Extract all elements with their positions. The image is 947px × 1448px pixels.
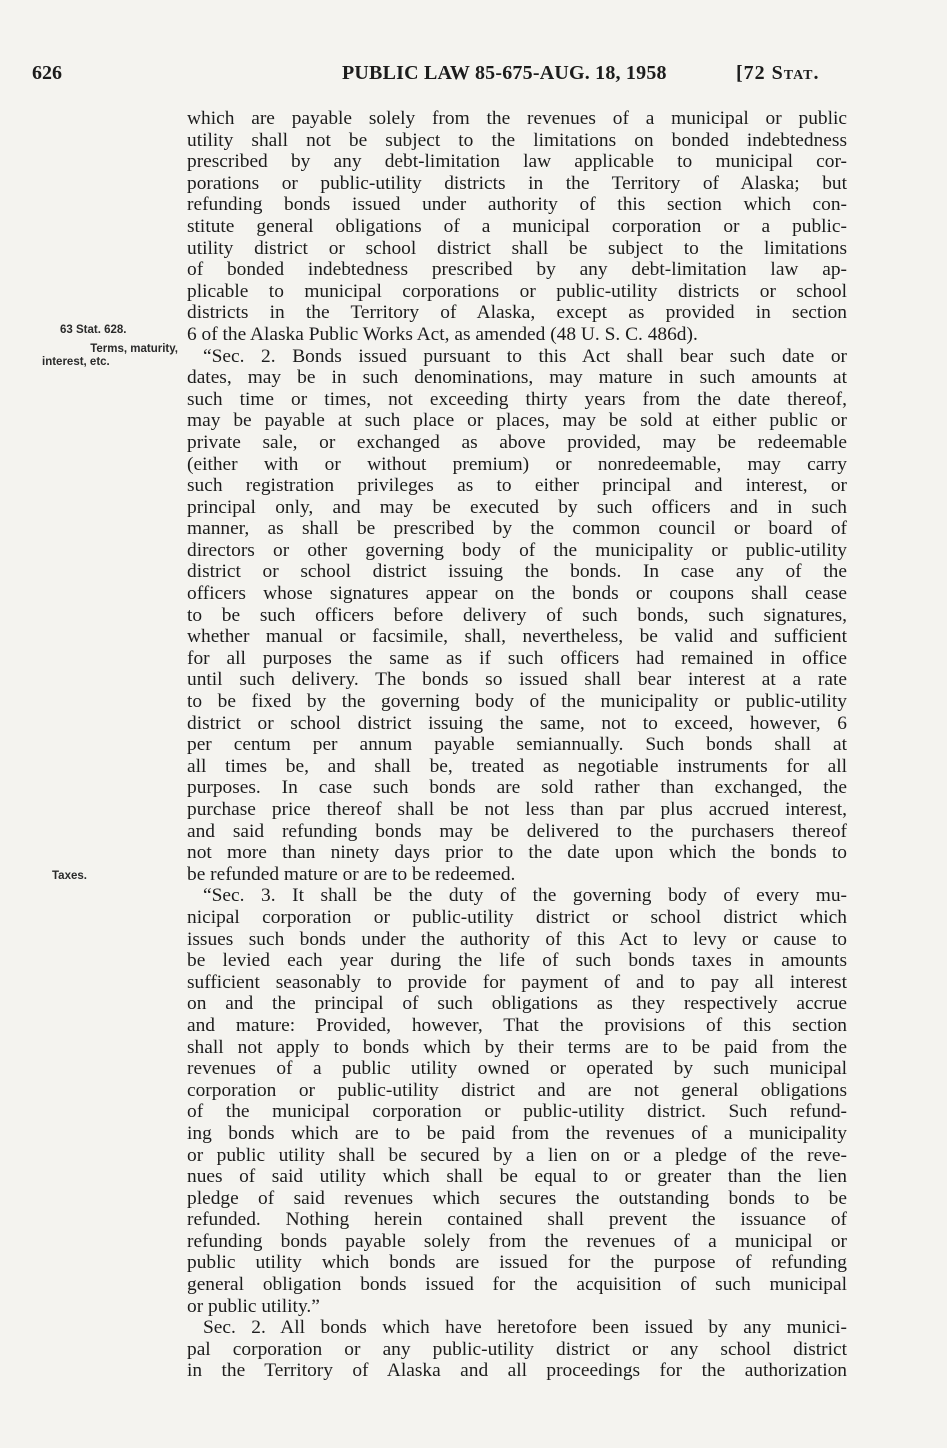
text-line: stitute general obligations of a municipal corporation or a public-	[187, 215, 847, 237]
text-line: may be payable at such place or places, may be sold at either public or	[187, 410, 847, 432]
text-line: utility shall not be subject to the limitations on bonded indebtedness	[187, 129, 847, 151]
text-line: to be such officers before delivery of such bonds, such signatures,	[187, 604, 847, 626]
margin-note-stat-628	[60, 324, 178, 337]
text-line: pledge of said revenues which secures the outstanding bonds to be	[187, 1187, 847, 1209]
text-line: such registration privileges as to either principal and interest, or	[187, 475, 847, 497]
margin-note-stat-628-text: 63 Stat. 628.	[60, 324, 127, 336]
text-line: of the municipal corporation or public-utility district. Such refund-	[187, 1101, 847, 1123]
text-line: public utility which bonds are issued for the purpose of refunding	[187, 1252, 847, 1274]
margin-note-taxes-text: Taxes.	[52, 870, 87, 882]
text-line: nicipal corporation or public-utility district or school district which	[187, 906, 847, 928]
text-line: in the Territory of Alaska and all proceedings for the authorization	[187, 1360, 847, 1382]
text-line: (either with or without premium) or nonredeemable, may carry	[187, 453, 847, 475]
text-line: “Sec. 2. Bonds issued pursuant to this Act shall bear such date or	[203, 345, 847, 367]
text-line: pal corporation or any public-utility district or any school district	[187, 1338, 847, 1360]
text-line: refunding bonds issued under authority of this section which con-	[187, 194, 847, 216]
running-title: PUBLIC LAW 85-675-AUG. 18, 1958	[342, 62, 667, 84]
text-line: refunded. Nothing herein contained shall prevent the issuance of	[187, 1209, 847, 1231]
text-line: per centum per annum payable semiannually. Such bonds shall at	[187, 734, 847, 756]
text-line: until such delivery. The bonds so issued shall bear interest at a rate	[187, 669, 847, 691]
text-line: prescribed by any debt-limitation law applicable to municipal cor-	[187, 151, 847, 173]
text-line: Sec. 2. All bonds which have heretofore been issued by any munici-	[203, 1317, 847, 1339]
text-line: nues of said utility which shall be equal to or greater than the lien	[187, 1166, 847, 1188]
margin-note-terms-line-2: interest, etc.	[42, 356, 110, 368]
text-line: district or school district issuing the same, not to exceed, however, 6	[187, 712, 847, 734]
body-text	[187, 108, 847, 1382]
text-line: of bonded indebtedness prescribed by any debt-limitation law ap-	[187, 259, 847, 281]
text-line: for all purposes the same as if such officers had remained in office	[187, 647, 847, 669]
text-line: utility district or school district shall be subject to the limitations	[187, 237, 847, 259]
text-line: general obligation bonds issued for the acquisition of such municipal	[187, 1274, 847, 1296]
text-line: directors or other governing body of the municipality or public-utility	[187, 539, 847, 561]
text-line: revenues of a public utility owned or operated by such municipal	[187, 1058, 847, 1080]
text-line: purchase price thereof shall be not less than par plus accrued interest,	[187, 799, 847, 820]
text-line: districts in the Territory of Alaska, except as provided in section	[187, 302, 847, 324]
text-line: porations or public-utility districts in the Territory of Alaska; but	[187, 172, 847, 194]
text-line: sufficient seasonably to provide for payment of and to pay all interest	[187, 971, 847, 993]
text-line: on and the principal of such obligations as they respectively accrue	[187, 993, 847, 1015]
text-line: shall not apply to bonds which by their terms are to be paid from the	[187, 1036, 847, 1058]
text-line: principal only, and may be executed by such officers and in such	[187, 496, 847, 518]
text-line: officers whose signatures appear on the bonds or coupons shall cease	[187, 583, 847, 605]
text-line: whether manual or facsimile, shall, nevertheless, be valid and sufficient	[187, 626, 847, 648]
text-line: all times be, and shall be, treated as negotiable instruments for all	[187, 755, 847, 777]
text-line: and mature: Provided, however, That the provisions of this section	[187, 1014, 847, 1036]
text-line: ing bonds which are to be paid from the revenues of a municipality	[187, 1122, 847, 1144]
text-line: issues such bonds under the authority of this Act to levy or cause to	[187, 928, 847, 950]
text-line: or public utility shall be secured by a lien on or a pledge of the reve-	[187, 1144, 847, 1166]
margin-note-terms	[30, 343, 178, 369]
text-line: to be fixed by the governing body of the municipality or public-utility	[187, 691, 847, 713]
text-line: 6 of the Alaska Public Works Act, as amended (48 U. S. C. 486d).	[187, 323, 698, 345]
text-line: “Sec. 3. It shall be the duty of the governing body of every mu-	[203, 885, 847, 907]
text-line: and said refunding bonds may be delivered to the purchasers thereof	[187, 820, 847, 842]
text-line: dates, may be in such denominations, may mature in such amounts at	[187, 367, 847, 389]
text-line: refunding bonds payable solely from the revenues of a municipal or	[187, 1230, 847, 1252]
text-line: which are payable solely from the revenues of a municipal or public	[187, 108, 847, 129]
text-line: purposes. In case such bonds are sold rather than exchanged, the	[187, 777, 847, 799]
page-number: 626	[32, 62, 62, 84]
text-line: or public utility.”	[187, 1295, 320, 1317]
text-line: private sale, or exchanged as above provided, may be redeemable	[187, 431, 847, 453]
margin-note-terms-line-1: Terms, maturity,	[90, 343, 178, 355]
page-header	[0, 62, 947, 90]
margin-note-taxes	[52, 870, 170, 883]
statute-reference: [72 Stat.	[736, 62, 820, 84]
text-line: not more than ninety days prior to the date upon which the bonds to	[187, 842, 847, 864]
text-line: such time or times, not exceeding thirty years from the date thereof,	[187, 388, 847, 410]
text-line: district or school district issuing the bonds. In case any of the	[187, 561, 847, 583]
text-line: plicable to municipal corporations or public-utility districts or school	[187, 280, 847, 302]
text-line: be levied each year during the life of such bonds taxes in amounts	[187, 950, 847, 972]
text-line: be refunded mature or are to be redeemed.	[187, 863, 516, 885]
text-line: corporation or public-utility district and are not general obligations	[187, 1079, 847, 1101]
text-line: manner, as shall be prescribed by the common council or board of	[187, 518, 847, 540]
